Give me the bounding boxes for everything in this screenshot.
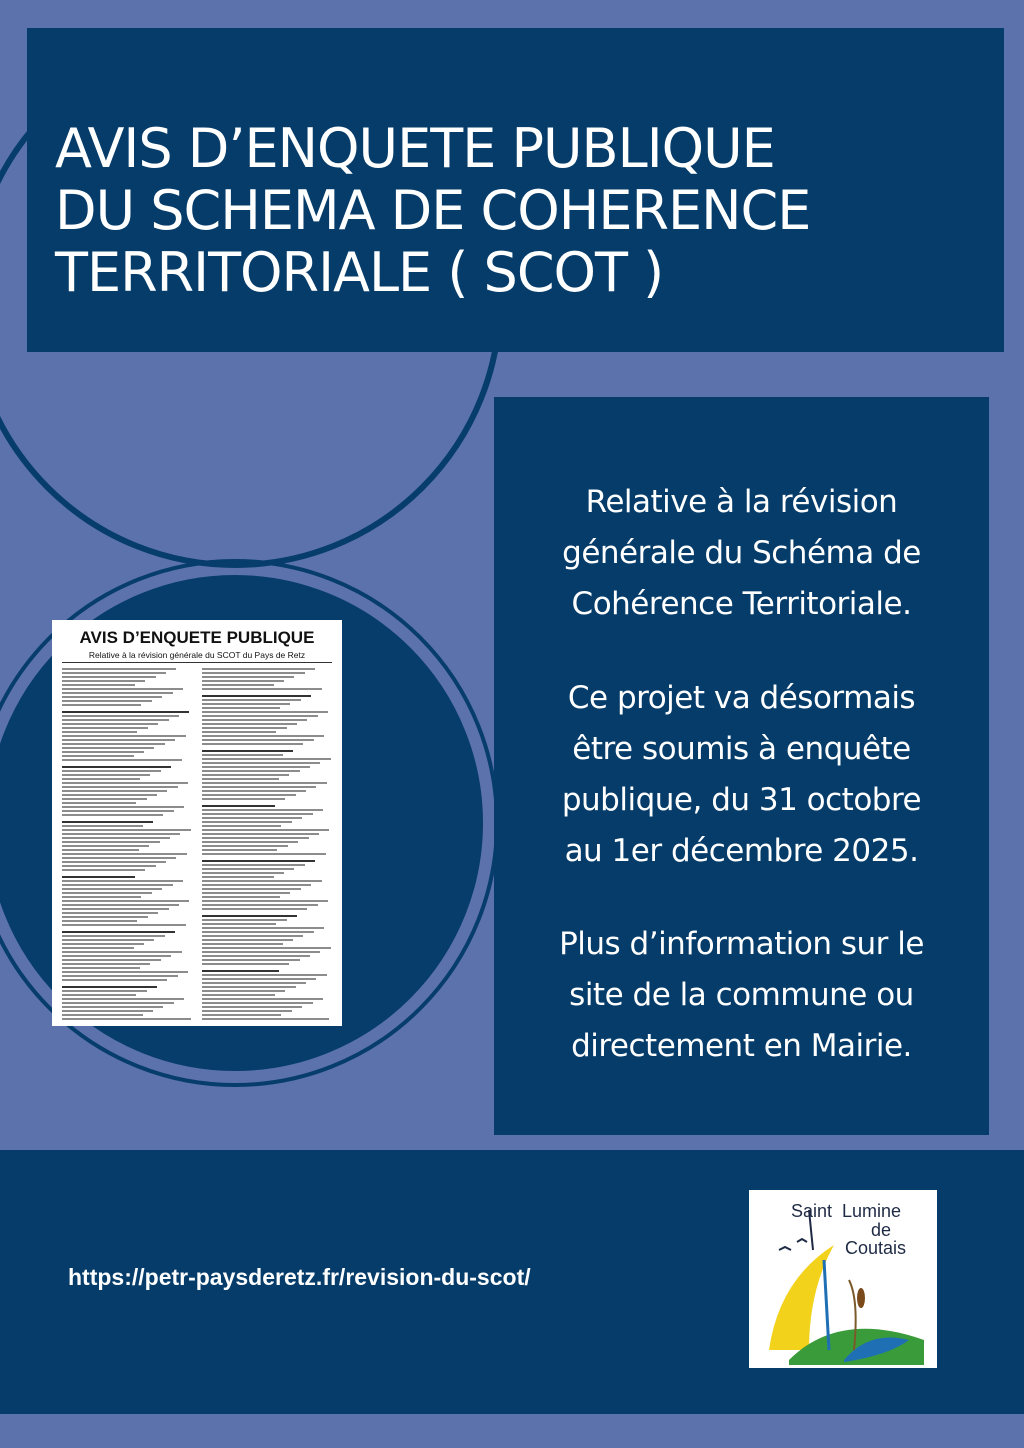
document-text-line bbox=[62, 971, 188, 973]
document-text-line bbox=[202, 860, 315, 862]
document-text-line bbox=[202, 727, 287, 729]
document-text-line bbox=[62, 1010, 153, 1012]
document-text-line bbox=[62, 668, 176, 670]
document-text-line bbox=[202, 947, 331, 949]
document-text-line bbox=[62, 1014, 143, 1016]
document-text-line bbox=[62, 994, 136, 996]
document-text-line bbox=[202, 782, 327, 784]
document-text-line bbox=[202, 919, 287, 921]
document-text-line bbox=[62, 900, 189, 902]
town-logo bbox=[749, 1190, 937, 1368]
document-text-line bbox=[62, 1002, 174, 1004]
document-text-line bbox=[202, 896, 280, 898]
info-text: Plus d’information sur le bbox=[559, 926, 924, 962]
document-text-line bbox=[202, 790, 306, 792]
document-text-line bbox=[62, 924, 186, 926]
document-text-line bbox=[62, 908, 169, 910]
document-text-line bbox=[62, 853, 187, 855]
document-text-line bbox=[202, 739, 314, 741]
document-text-line bbox=[62, 672, 166, 674]
info-paragraph-1 bbox=[504, 477, 979, 630]
document-text-line bbox=[62, 747, 154, 749]
document-text-line bbox=[62, 896, 141, 898]
document-text-line bbox=[202, 900, 328, 902]
document-text-line bbox=[202, 703, 290, 705]
document-text-line bbox=[62, 986, 157, 988]
document-text-line bbox=[62, 931, 175, 933]
document-text-line bbox=[62, 696, 162, 698]
document-text-line bbox=[202, 798, 285, 800]
page-title bbox=[55, 118, 994, 304]
document-text-line bbox=[62, 884, 173, 886]
document-text-line bbox=[202, 750, 293, 752]
info-panel bbox=[494, 397, 989, 1135]
document-text-line bbox=[62, 939, 154, 941]
document-text-line bbox=[62, 963, 150, 965]
document-text-line bbox=[202, 833, 319, 835]
document-text-line bbox=[62, 876, 135, 878]
document-text-line bbox=[202, 955, 310, 957]
document-text-line bbox=[62, 810, 174, 812]
document-text-line bbox=[62, 790, 167, 792]
document-text-line bbox=[62, 951, 182, 953]
document-text-line bbox=[202, 699, 301, 701]
document-text-line bbox=[202, 982, 306, 984]
document-text-line bbox=[62, 778, 140, 780]
document-text-line bbox=[62, 943, 144, 945]
document-text-line bbox=[62, 786, 178, 788]
document-text-line bbox=[62, 998, 184, 1000]
logo-text: Lumine bbox=[842, 1201, 902, 1221]
document-text-line bbox=[202, 951, 320, 953]
document-text-line bbox=[202, 731, 276, 733]
document-text-line bbox=[62, 798, 147, 800]
document-text-line bbox=[202, 876, 274, 878]
logo-text: Saint bbox=[791, 1201, 833, 1221]
document-text-line bbox=[202, 770, 300, 772]
document-text-line bbox=[62, 935, 165, 937]
document-text-line bbox=[202, 884, 311, 886]
document-text-line bbox=[202, 853, 326, 855]
document-text-line bbox=[62, 704, 141, 706]
info-text: être soumis à enquête bbox=[572, 731, 911, 767]
document-text-line bbox=[202, 915, 297, 917]
document-text-line bbox=[62, 700, 152, 702]
document-text-line bbox=[62, 955, 171, 957]
document-text-line bbox=[202, 974, 327, 976]
document-text-line bbox=[62, 821, 153, 823]
document-subtitle: Relative à la révision générale du SCOT du Pays de Retz bbox=[88, 650, 306, 660]
notice-document-thumbnail bbox=[52, 620, 342, 1026]
document-text-line bbox=[202, 668, 315, 670]
title-line-1: AVIS D’ENQUETE PUBLIQUE bbox=[55, 117, 775, 180]
document-text-line bbox=[202, 970, 279, 972]
document-text-line bbox=[202, 927, 324, 929]
document-text-line bbox=[202, 719, 307, 721]
document-text-line bbox=[62, 947, 134, 949]
document-text-line bbox=[202, 723, 297, 725]
document-text-line bbox=[62, 715, 179, 717]
document-text-line bbox=[202, 1002, 313, 1004]
document-text-line bbox=[62, 794, 157, 796]
document-text-line bbox=[202, 688, 322, 690]
document-text-line bbox=[202, 888, 301, 890]
document-text-line bbox=[202, 715, 318, 717]
document-text-line bbox=[62, 861, 166, 863]
document-text-line bbox=[202, 825, 281, 827]
document-text-line bbox=[202, 939, 293, 941]
document-text-line bbox=[202, 904, 318, 906]
document-text-line bbox=[62, 731, 137, 733]
document-text-line bbox=[202, 684, 274, 686]
document-text-line bbox=[202, 695, 311, 697]
document-text-line bbox=[62, 802, 136, 804]
document-text-line bbox=[202, 1014, 281, 1016]
document-text-line bbox=[202, 841, 298, 843]
document-title: AVIS D’ENQUETE PUBLIQUE bbox=[79, 628, 315, 647]
document-text-line bbox=[62, 751, 144, 753]
document-text-line bbox=[62, 759, 182, 761]
document-text-line bbox=[62, 692, 173, 694]
logo-text: de bbox=[871, 1220, 892, 1240]
document-text-line bbox=[202, 774, 289, 776]
document-text-line bbox=[202, 754, 283, 756]
document-text-line bbox=[202, 892, 290, 894]
document-text-line bbox=[62, 774, 150, 776]
document-text-line bbox=[202, 931, 314, 933]
document-text-line bbox=[202, 707, 280, 709]
document-text-line bbox=[62, 892, 152, 894]
document-text-line bbox=[202, 845, 288, 847]
document-text-line bbox=[202, 1010, 292, 1012]
document-text-line bbox=[202, 766, 310, 768]
document-text-line bbox=[202, 735, 324, 737]
document-text-line bbox=[202, 817, 302, 819]
document-text-line bbox=[202, 935, 303, 937]
document-text-line bbox=[202, 990, 285, 992]
document-text-line bbox=[202, 880, 322, 882]
document-text-line bbox=[62, 880, 183, 882]
document-text-line bbox=[62, 912, 158, 914]
document-text-line bbox=[202, 786, 316, 788]
document-text-line bbox=[202, 959, 300, 961]
document-text-line bbox=[62, 865, 156, 867]
document-text-line bbox=[202, 672, 305, 674]
document-text-line bbox=[62, 869, 145, 871]
document-text-line bbox=[202, 805, 275, 807]
document-text-line bbox=[62, 967, 140, 969]
document-text-line bbox=[202, 778, 279, 780]
document-text-line bbox=[62, 979, 167, 981]
document-text-line bbox=[202, 680, 284, 682]
document-text-line bbox=[62, 888, 162, 890]
document-text-line bbox=[62, 770, 161, 772]
document-text-line bbox=[62, 806, 184, 808]
document-text-column-left bbox=[62, 668, 192, 1022]
document-text-line bbox=[202, 963, 289, 965]
info-text: Relative à la révision bbox=[585, 484, 898, 520]
document-text-line bbox=[62, 684, 135, 686]
document-text-line bbox=[202, 821, 292, 823]
document-text-line bbox=[62, 959, 161, 961]
document-text-line bbox=[202, 743, 303, 745]
website-link[interactable]: https://petr-paysderetz.fr/revision-du-scot/ bbox=[68, 1264, 531, 1290]
document-divider bbox=[62, 662, 332, 663]
document-text-line bbox=[62, 680, 145, 682]
document-text-line bbox=[62, 849, 139, 851]
document-text-line bbox=[62, 975, 178, 977]
document-text-column-right bbox=[202, 668, 332, 1022]
document-text-line bbox=[202, 923, 276, 925]
document-text-line bbox=[62, 755, 134, 757]
document-text-line bbox=[202, 994, 275, 996]
info-text: Cohérence Territoriale. bbox=[571, 586, 912, 622]
document-text-line bbox=[62, 766, 171, 768]
document-text-line bbox=[62, 711, 189, 713]
document-text-line bbox=[62, 829, 191, 831]
document-text-line bbox=[62, 782, 188, 784]
document-text-line bbox=[202, 1006, 302, 1008]
title-banner bbox=[27, 28, 1004, 352]
document-text-line bbox=[62, 735, 186, 737]
info-text: au 1er décembre 2025. bbox=[564, 833, 919, 869]
document-text-line bbox=[62, 814, 163, 816]
document-text-line bbox=[202, 978, 316, 980]
info-text: site de la commune ou bbox=[569, 977, 914, 1013]
title-line-2: DU SCHEMA DE COHERENCE bbox=[55, 179, 811, 242]
document-text-line bbox=[202, 809, 323, 811]
document-text-line bbox=[62, 904, 179, 906]
document-text-line bbox=[202, 711, 328, 713]
document-text-line bbox=[202, 986, 296, 988]
document-text-line bbox=[202, 908, 307, 910]
document-text-line bbox=[62, 1006, 163, 1008]
document-text-line bbox=[202, 872, 284, 874]
info-paragraph-2 bbox=[504, 673, 979, 877]
document-text-line bbox=[62, 825, 143, 827]
document-text-line bbox=[202, 868, 294, 870]
document-text-line bbox=[202, 794, 296, 796]
document-text-line bbox=[202, 837, 309, 839]
document-text-line bbox=[62, 833, 180, 835]
logo-text: Coutais bbox=[845, 1238, 907, 1258]
info-text: générale du Schéma de bbox=[562, 535, 921, 571]
document-text-line bbox=[62, 857, 176, 859]
document-text-line bbox=[202, 998, 323, 1000]
document-text-line bbox=[62, 688, 183, 690]
info-text: Ce projet va désormais bbox=[567, 680, 916, 716]
document-text-line bbox=[62, 676, 156, 678]
document-text-line bbox=[202, 762, 320, 764]
title-line-3: TERRITORIALE ( SCOT ) bbox=[55, 241, 664, 304]
document-text-line bbox=[62, 1018, 191, 1020]
document-text-line bbox=[202, 849, 277, 851]
document-text-line bbox=[62, 920, 137, 922]
document-text-line bbox=[62, 841, 160, 843]
document-text-line bbox=[202, 676, 294, 678]
info-text: directement en Mairie. bbox=[571, 1028, 912, 1064]
document-text-line bbox=[62, 916, 148, 918]
document-text-line bbox=[62, 719, 169, 721]
document-text-line bbox=[62, 727, 148, 729]
document-text-line bbox=[202, 864, 305, 866]
document-text-line bbox=[202, 758, 331, 760]
info-paragraph-3 bbox=[504, 919, 979, 1072]
document-text-line bbox=[62, 990, 147, 992]
info-text: publique, du 31 octobre bbox=[561, 782, 922, 818]
document-text-line bbox=[62, 743, 165, 745]
document-text-line bbox=[202, 1018, 329, 1020]
document-text-line bbox=[62, 723, 158, 725]
document-text-line bbox=[62, 739, 175, 741]
document-text-line bbox=[62, 845, 149, 847]
document-text-line bbox=[62, 837, 170, 839]
document-text-line bbox=[202, 943, 283, 945]
document-text-line bbox=[202, 829, 329, 831]
document-text-line bbox=[202, 813, 313, 815]
